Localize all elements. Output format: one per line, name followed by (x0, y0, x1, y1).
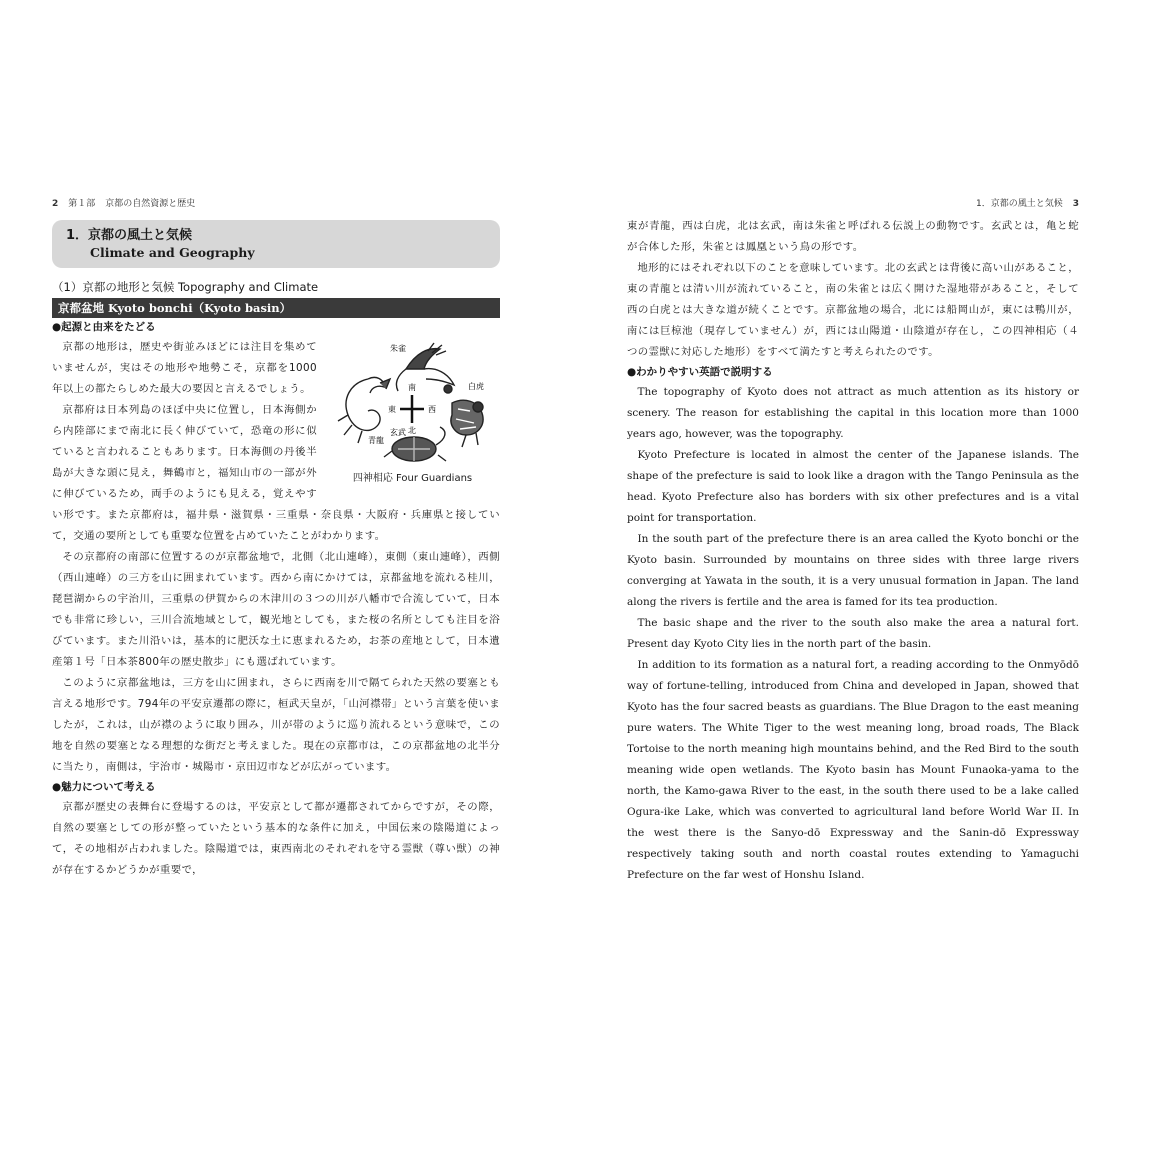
paragraph-en: In the south part of the prefecture there is an area called the Kyoto bonchi or the Kyoto basin. Surrounded by mountains on three sides with three large rivers converging at Yawata in the south, it is a very unusual formation in Japan. The land along the rivers is fertile and the area is famed for its tea production. (627, 533, 1079, 608)
paragraph: その京都府の南部に位置するのが京都盆地で，北側（北山連峰），東側（東山連峰），西側（西山連峰）の三方を山に囲まれています。西から南にかけては，京都盆地を流れる桂川，琵琶湖からの宇治川，三重県の伊賀からの木津川の３つの川が八幡市で合流していて，日本でも非常に珍しい，三川合流地域として，観光地としても，また桜の名所としても注目を浴びています。また川沿いは，基本的に肥沃な土に恵まれるため，お茶の産地として，日本遺産第１号「日本茶800年の歴史散歩」にも選ばれています。 (52, 551, 500, 668)
paragraph-en: The basic shape and the river to the south also make the area a natural fort. Present day Kyoto City lies in the north part of the basin. (627, 617, 1079, 650)
figure-label-genbu: 玄武 (389, 428, 406, 437)
right-page (627, 196, 1079, 886)
paragraph-en: Kyoto Prefecture is located in almost the center of the Japanese islands. The shape of the prefecture is said to look like a dragon with the Tango Peninsula as the head. Kyoto Prefecture also has borders with six other prefectures and is a vital point for transportation. (627, 449, 1079, 524)
sub-head-origin: ●起源と由来をたどる (52, 321, 156, 333)
figure-label-byakko: 白虎 (467, 382, 484, 391)
paragraph: このように京都盆地は，三方を山に囲まれ，さらに西南を川で隔てられた天然の要塞とも言える地形です。794年の平安京遷都の際に，桓武天皇が，「山河襟帯」という言葉を使いましたが，これは，山が襟のように取り囲み，川が帯のように巡り流れるという意味で，この地を自然の要塞となる理想的な街だと考えました。現在の京都市は，この京都盆地の北半分に当たり，南側は，宇治市・城陽市・京田辺市などが広がっています。 (52, 677, 500, 773)
paragraph: 東が青龍，西は白虎，北は玄武，南は朱雀と呼ばれる伝説上の動物です。玄武とは，亀と蛇が合体した形，朱雀とは鳳凰という鳥の形です。 (627, 220, 1079, 253)
section-bar-jp: 京都盆地 (58, 301, 104, 315)
compass-label-west: 西 (427, 405, 436, 414)
paragraph: 京都府は日本列島のほぼ中央に位置し，日本海側から内陸部にまで南北に長く伸びていて，恐竜の形に似ていると言われることもあります。日本海側の丹後半島が大きな頭に見え，舞鶴市と，福知山市の一部が外に伸びているため，両手のようにも見える，覚えやすい形です。また京都府は，福井県・滋賀県・三重県・奈良県・大阪府・兵庫県と接していて，交通の要所としても重要な位置を占めていたことがわかります。 (52, 404, 500, 542)
chapter-title-en: Climate and Geography (90, 245, 255, 260)
chapter-title-box (52, 220, 500, 268)
chapter-title-jp: 1．京都の風土と気候 (66, 228, 193, 243)
header-title: 1．京都の風土と気候 (976, 199, 1063, 209)
paragraph-en: In addition to its formation as a natural fort, a reading according to the Onmyōdō way of fortune-telling, introduced from China and developed in Japan, showed that Kyoto has the four sacred beasts as guardians. The Blue Dragon to the east meaning pure waters. The White Tiger to the west meaning long, broad roads, The Black Tortoise to the north meaning high mountains behind, and the Red Bird to the south meaning wide open wetlands. The Kyoto basin has Mount Funaoka-yama to the north, the Kamo-gawa River to the east, in the south there used to be a lake called Ogura-ike Lake, which was converted to agricultural land before World War II. In the west there is the Sanyo-dō Expressway and the Sanin-dō Expressway respectively taking south and north coastal routes extending to Yamaguchi Prefecture on the far west of Honshu Island. (627, 659, 1079, 881)
page-number: 3 (1072, 199, 1079, 209)
running-header-right (627, 196, 1079, 216)
dragon-icon (338, 377, 390, 443)
figure-label-suzaku: 朱雀 (389, 344, 406, 353)
paragraph: 京都が歴史の表舞台に登場するのは，平安京として都が遷都されてからですが，その際，自然の要塞としての形が整っていたという基本的な条件に加え，中国伝来の陰陽道によって，その地相が占われました。陰陽道では，東西南北のそれぞれを守る霊獣（尊い獣）の神が存在するかどうかが重要で， (52, 801, 500, 876)
paragraph: 地形的にはそれぞれ以下のことを意味しています。北の玄武とは背後に高い山があること，東の青龍とは清い川が流れていること，南の朱雀とは広く開けた湿地帯があること，そして西の白虎とは大きな道が続くことです。京都盆地の場合，北には船岡山が，東には鴨川が，南には巨椋池（現存していません）が，西には山陽道・山陰道が存在し，この四神相応（４つの霊獣に対応した地形）をすべて満たすと考えられたのです。 (627, 262, 1079, 358)
left-page (52, 196, 500, 881)
section-bar (52, 298, 500, 318)
paragraph-en: The topography of Kyoto does not attract as much attention as its history or scenery. The reason for establishing the capital in this location more than 1000 years ago, however, was the topography. (627, 386, 1079, 440)
compass-label-south: 南 (407, 383, 416, 392)
header-title: 京都の自然資源と歴史 (105, 199, 196, 209)
figure-caption: 四神相応 Four Guardians (352, 473, 473, 484)
sub-head-english: ●わかりやすい英語で説明する (627, 366, 773, 378)
tiger-icon (450, 400, 482, 447)
section-title: （1）京都の地形と気候 Topography and Climate (52, 280, 319, 294)
compass-label-north: 北 (407, 426, 416, 435)
four-guardians-illustration (328, 339, 498, 467)
page-number: 2 (52, 199, 59, 209)
running-header-left (52, 196, 500, 216)
four-guardians-figure (325, 339, 500, 487)
header-part: 第１部 (68, 199, 96, 209)
compass-label-east: 東 (387, 405, 396, 414)
paragraph: 京都の地形は，歴史や街並みほどには注目を集めていませんが，実はその地形や地勢こそ，京都を1000年以上の都たらしめた最大の要因と言えるでしょう。 (52, 341, 317, 395)
sub-head-appeal: ●魅力について考える (52, 781, 156, 793)
figure-label-seiryu: 青龍 (367, 436, 384, 445)
section-bar-en: Kyoto bonchi（Kyoto basin） (108, 301, 292, 315)
